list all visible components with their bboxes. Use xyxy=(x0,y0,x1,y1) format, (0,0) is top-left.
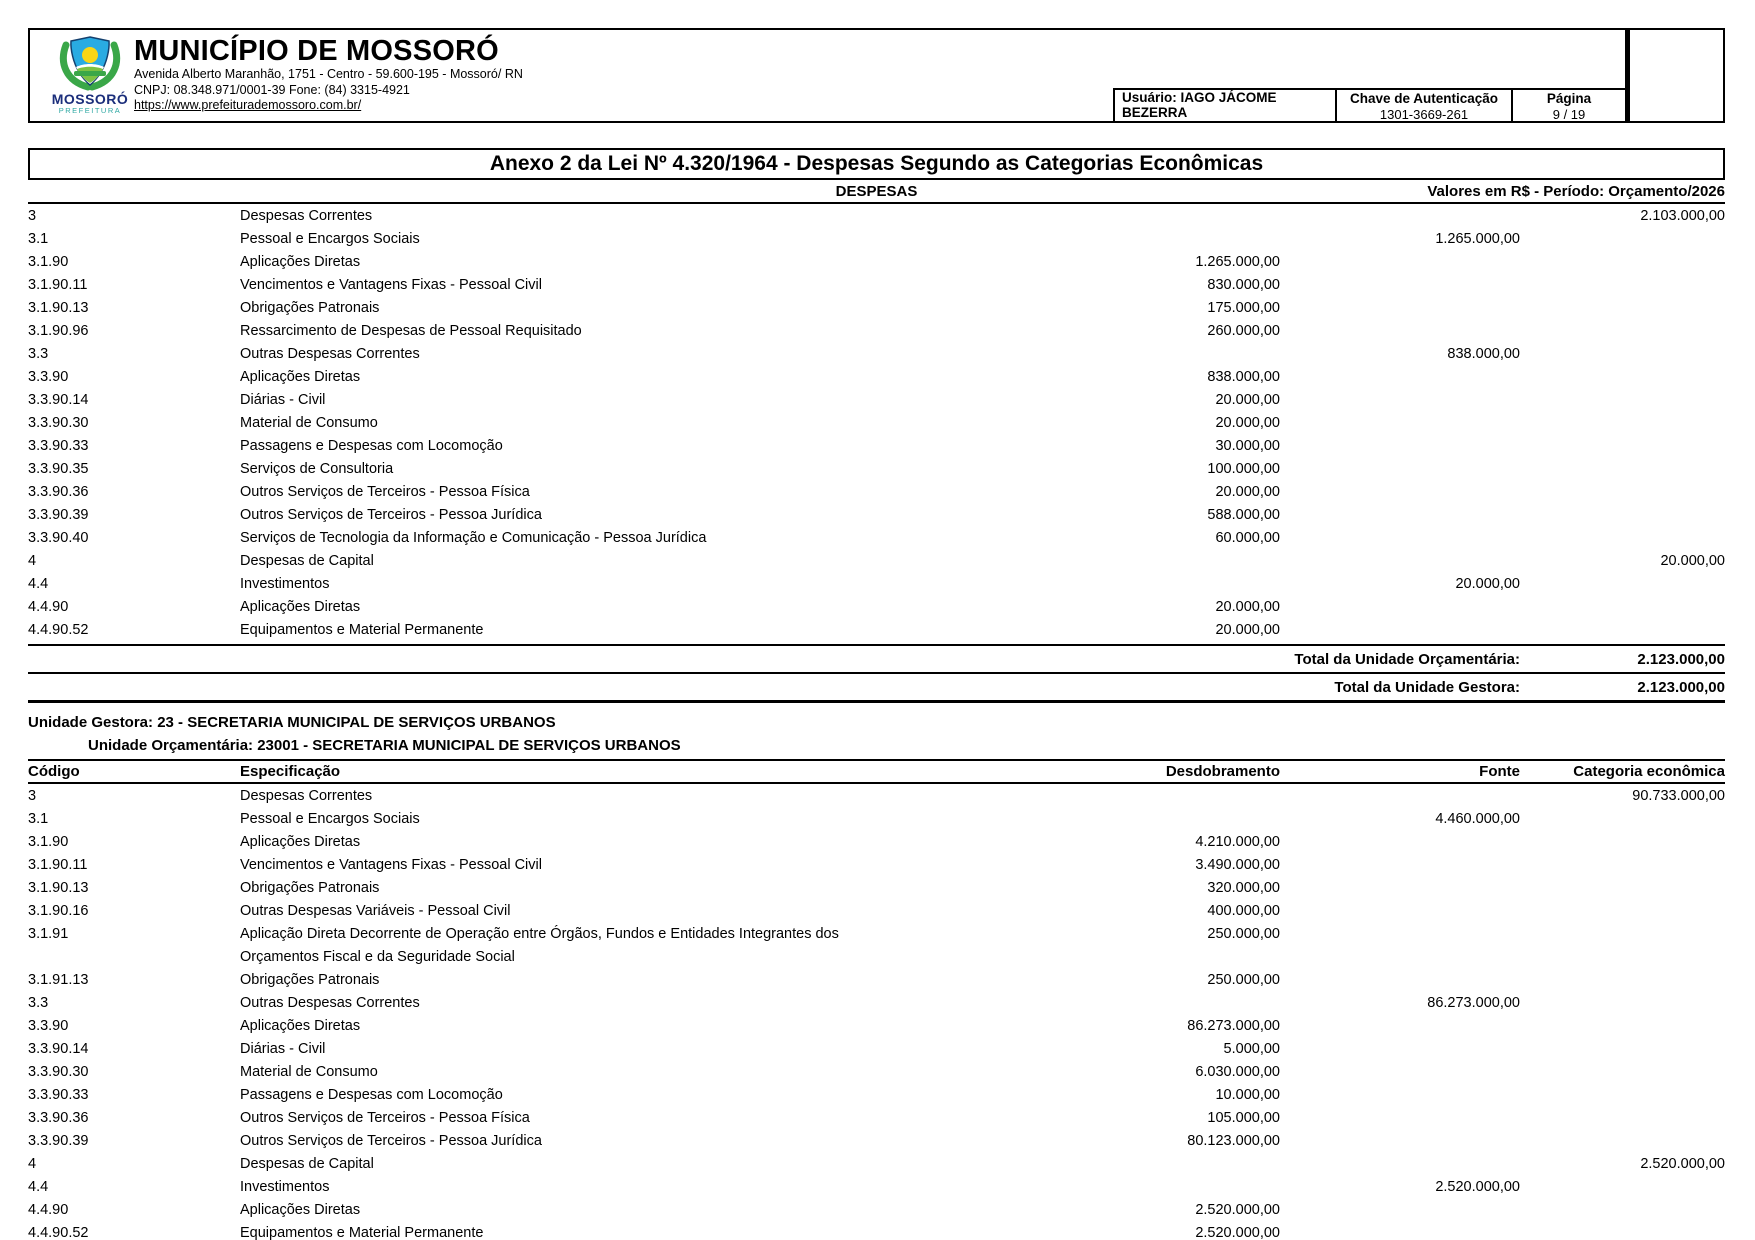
row-fonte: 4.460.000,00 xyxy=(1435,811,1520,827)
table-row xyxy=(28,251,1725,274)
auth-key-value: 1301-3669-261 xyxy=(1379,106,1469,122)
col-header-codigo: Código xyxy=(28,763,80,780)
row-desdobramento: 20.000,00 xyxy=(1215,415,1280,431)
row-code: 3.1.90.11 xyxy=(28,277,88,293)
cnpj-phone-line: CNPJ: 08.348.971/0001-39 Fone: (84) 3315-4921 xyxy=(134,82,410,97)
row-fonte xyxy=(1280,504,1520,527)
row-code: 4.4.90.52 xyxy=(28,1225,89,1240)
unidade-gestora-heading: Unidade Gestora: 23 - SECRETARIA MUNICIPAL DE SERVIÇOS URBANOS xyxy=(28,714,556,731)
row-fonte xyxy=(1280,527,1520,550)
row-desdobramento: 400.000,00 xyxy=(1207,903,1280,919)
table-row xyxy=(28,435,1725,458)
row-fonte xyxy=(1280,923,1520,969)
row-fonte xyxy=(1280,274,1520,297)
row-code: 4.4 xyxy=(28,576,49,592)
municipality-name: MUNICÍPIO DE MOSSORÓ xyxy=(134,35,499,67)
row-especificacao: Diárias - Civil xyxy=(240,392,326,408)
row-desdobramento xyxy=(915,573,1280,596)
table-row xyxy=(28,573,1725,596)
row-categoria xyxy=(1520,458,1725,481)
table-row xyxy=(28,831,1725,854)
row-categoria xyxy=(1520,527,1725,550)
row-code: 3.3.90 xyxy=(28,369,69,385)
table-row xyxy=(28,808,1725,831)
row-code: 3.1.90.11 xyxy=(28,857,88,873)
row-especificacao: Equipamentos e Material Permanente xyxy=(240,622,484,638)
table-row xyxy=(28,1107,1725,1130)
row-especificacao: Despesas de Capital xyxy=(240,553,374,569)
row-especificacao: Outros Serviços de Terceiros - Pessoa Física xyxy=(240,1110,530,1126)
row-categoria xyxy=(1520,596,1725,619)
row-desdobramento: 10.000,00 xyxy=(1215,1087,1280,1103)
row-categoria xyxy=(1520,481,1725,504)
row-categoria xyxy=(1520,1038,1725,1061)
row-categoria xyxy=(1520,992,1725,1015)
table-row xyxy=(28,274,1725,297)
row-especificacao: Aplicações Diretas xyxy=(240,1202,361,1218)
row-fonte xyxy=(1280,1107,1520,1130)
row-fonte xyxy=(1280,854,1520,877)
row-especificacao: Aplicações Diretas xyxy=(240,834,361,850)
row-categoria xyxy=(1520,923,1725,969)
row-desdobramento: 588.000,00 xyxy=(1207,507,1280,523)
table-row xyxy=(28,550,1725,573)
row-code: 3.1.90 xyxy=(28,254,69,270)
row-desdobramento xyxy=(915,550,1280,573)
row-categoria xyxy=(1520,343,1725,366)
row-code: 4.4.90 xyxy=(28,599,69,615)
despesas-table-2 xyxy=(28,785,1725,1240)
row-code: 4.4.90.52 xyxy=(28,622,89,638)
row-categoria xyxy=(1520,1015,1725,1038)
row-desdobramento: 20.000,00 xyxy=(1215,484,1280,500)
row-especificacao: Obrigações Patronais xyxy=(240,972,380,988)
row-desdobramento: 80.123.000,00 xyxy=(1187,1133,1280,1149)
row-desdobramento: 20.000,00 xyxy=(1215,622,1280,638)
row-desdobramento: 86.273.000,00 xyxy=(1187,1018,1280,1034)
header-meta-cells xyxy=(1113,88,1627,123)
page-label: Página xyxy=(1546,90,1592,106)
row-desdobramento: 2.520.000,00 xyxy=(1195,1202,1280,1218)
row-desdobramento: 30.000,00 xyxy=(1215,438,1280,454)
total-label: Total da Unidade Gestora: xyxy=(1334,678,1520,696)
row-code: 3.3.90.30 xyxy=(28,415,89,431)
row-categoria xyxy=(1520,366,1725,389)
despesas-label: DESPESAS xyxy=(835,183,918,200)
row-fonte xyxy=(1280,320,1520,343)
row-fonte xyxy=(1280,1199,1520,1222)
row-code: 3.1.90.96 xyxy=(28,323,89,339)
report-title-box xyxy=(28,148,1725,180)
row-categoria: 90.733.000,00 xyxy=(1632,788,1725,804)
row-code: 4 xyxy=(28,553,37,569)
table-row xyxy=(28,412,1725,435)
row-categoria: 2.103.000,00 xyxy=(1640,208,1725,224)
row-fonte xyxy=(1280,1222,1520,1240)
row-categoria xyxy=(1520,619,1725,642)
row-especificacao: Vencimentos e Vantagens Fixas - Pessoal Civil xyxy=(240,277,542,293)
row-fonte xyxy=(1280,481,1520,504)
header-empty-box xyxy=(1627,28,1725,123)
row-code: 3.1 xyxy=(28,811,49,827)
row-categoria xyxy=(1520,969,1725,992)
row-fonte xyxy=(1280,596,1520,619)
row-fonte xyxy=(1280,785,1520,808)
row-code: 3.3.90.39 xyxy=(28,507,89,523)
row-categoria xyxy=(1520,228,1725,251)
row-especificacao: Investimentos xyxy=(240,576,330,592)
row-code: 3.1.91 xyxy=(28,926,69,942)
row-especificacao: Outras Despesas Variáveis - Pessoal Civil xyxy=(240,903,511,919)
row-fonte xyxy=(1280,1015,1520,1038)
row-especificacao: Despesas Correntes xyxy=(240,208,373,224)
row-fonte xyxy=(1280,877,1520,900)
row-categoria xyxy=(1520,900,1725,923)
row-especificacao: Material de Consumo xyxy=(240,415,378,431)
row-categoria xyxy=(1520,320,1725,343)
row-fonte xyxy=(1280,205,1520,228)
row-especificacao: Equipamentos e Material Permanente xyxy=(240,1225,484,1240)
row-desdobramento: 830.000,00 xyxy=(1207,277,1280,293)
row-code: 3.3 xyxy=(28,995,49,1011)
row-desdobramento: 2.520.000,00 xyxy=(1195,1225,1280,1240)
row-categoria: 2.520.000,00 xyxy=(1640,1156,1725,1172)
table-column-headers xyxy=(28,759,1725,784)
row-categoria xyxy=(1520,389,1725,412)
row-desdobramento xyxy=(915,228,1280,251)
row-categoria: 20.000,00 xyxy=(1660,553,1725,569)
row-code: 3.3.90.36 xyxy=(28,1110,89,1126)
row-code: 4.4.90 xyxy=(28,1202,69,1218)
table-row xyxy=(28,900,1725,923)
row-especificacao: Serviços de Consultoria xyxy=(240,461,394,477)
row-code: 3.3 xyxy=(28,346,49,362)
row-especificacao: Outras Despesas Correntes xyxy=(240,995,420,1011)
table-row xyxy=(28,1015,1725,1038)
table-row xyxy=(28,969,1725,992)
col-header-desdobramento: Desdobramento xyxy=(1165,763,1280,780)
row-fonte xyxy=(1280,435,1520,458)
table-row xyxy=(28,205,1725,228)
total-value: 2.123.000,00 xyxy=(1637,650,1725,668)
total-value: 2.123.000,00 xyxy=(1637,678,1725,696)
address-line: Avenida Alberto Maranhão, 1751 - Centro - 59.600-195 - Mossoró/ RN xyxy=(134,67,523,81)
table-row xyxy=(28,297,1725,320)
table-row xyxy=(28,854,1725,877)
despesas-table-1 xyxy=(28,205,1725,642)
row-especificacao: Aplicação Direta Decorrente de Operação entre Órgãos, Fundos e Entidades Integrantes dos Orçamentos Fiscal e da Seguridade Social xyxy=(240,926,839,965)
row-code: 3.1.90.13 xyxy=(28,880,89,896)
table-row xyxy=(28,877,1725,900)
row-desdobramento xyxy=(915,1176,1280,1199)
table-row xyxy=(28,1176,1725,1199)
row-categoria xyxy=(1520,504,1725,527)
row-code: 3.1.90.16 xyxy=(28,903,89,919)
row-especificacao: Aplicações Diretas xyxy=(240,1018,361,1034)
website-link[interactable]: https://www.prefeiturademossoro.com.br/ xyxy=(134,98,362,112)
table-row xyxy=(28,458,1725,481)
crest-icon xyxy=(54,35,126,91)
header-main-box xyxy=(28,28,1627,123)
row-desdobramento: 20.000,00 xyxy=(1215,599,1280,615)
row-especificacao: Passagens e Despesas com Locomoção xyxy=(240,438,503,454)
total-label: Total da Unidade Orçamentária: xyxy=(1294,650,1520,668)
row-desdobramento: 250.000,00 xyxy=(1207,926,1280,942)
row-code: 3 xyxy=(28,788,37,804)
logo-city-text: MOSSORÓ xyxy=(51,91,129,107)
row-desdobramento: 5.000,00 xyxy=(1223,1041,1280,1057)
row-especificacao: Passagens e Despesas com Locomoção xyxy=(240,1087,503,1103)
total-row xyxy=(28,672,1725,700)
row-desdobramento: 6.030.000,00 xyxy=(1195,1064,1280,1080)
row-especificacao: Investimentos xyxy=(240,1179,330,1195)
page-header xyxy=(28,28,1725,123)
table-row xyxy=(28,785,1725,808)
row-fonte xyxy=(1280,251,1520,274)
row-fonte: 1.265.000,00 xyxy=(1435,231,1520,247)
row-fonte xyxy=(1280,900,1520,923)
row-fonte xyxy=(1280,412,1520,435)
table-row xyxy=(28,527,1725,550)
row-especificacao: Ressarcimento de Despesas de Pessoal Requisitado xyxy=(240,323,582,339)
row-especificacao: Despesas Correntes xyxy=(240,788,373,804)
row-desdobramento xyxy=(915,808,1280,831)
table-row xyxy=(28,1130,1725,1153)
row-code: 3.3.90.14 xyxy=(28,1041,89,1057)
row-desdobramento: 260.000,00 xyxy=(1207,323,1280,339)
row-desdobramento: 1.265.000,00 xyxy=(1195,254,1280,270)
row-fonte xyxy=(1280,389,1520,412)
row-code: 4.4 xyxy=(28,1179,49,1195)
row-fonte: 838.000,00 xyxy=(1447,346,1520,362)
row-categoria xyxy=(1520,573,1725,596)
table-row xyxy=(28,504,1725,527)
col-header-fonte: Fonte xyxy=(1479,763,1520,780)
row-fonte xyxy=(1280,458,1520,481)
col-header-categoria: Categoria econômica xyxy=(1573,763,1725,780)
row-fonte xyxy=(1280,619,1520,642)
row-fonte xyxy=(1280,1084,1520,1107)
row-code: 3.3.90 xyxy=(28,1018,69,1034)
auth-key-cell xyxy=(1335,88,1511,123)
col-header-especificacao: Especificação xyxy=(240,763,341,780)
row-desdobramento: 320.000,00 xyxy=(1207,880,1280,896)
row-fonte xyxy=(1280,1061,1520,1084)
row-categoria xyxy=(1520,412,1725,435)
row-fonte xyxy=(1280,550,1520,573)
row-desdobramento: 250.000,00 xyxy=(1207,972,1280,988)
table-row xyxy=(28,389,1725,412)
row-categoria xyxy=(1520,435,1725,458)
row-code: 3.3.90.36 xyxy=(28,484,89,500)
row-categoria xyxy=(1520,854,1725,877)
row-code: 3 xyxy=(28,208,37,224)
table-row xyxy=(28,1038,1725,1061)
row-categoria xyxy=(1520,274,1725,297)
row-especificacao: Outros Serviços de Terceiros - Pessoa Física xyxy=(240,484,530,500)
report-title: Anexo 2 da Lei Nº 4.320/1964 - Despesas Segundo as Categorias Econômicas xyxy=(489,152,1264,175)
user-cell: Usuário: IAGO JÁCOME BEZERRA xyxy=(1113,88,1335,123)
row-especificacao: Diárias - Civil xyxy=(240,1041,326,1057)
row-especificacao: Outras Despesas Correntes xyxy=(240,346,420,362)
row-fonte xyxy=(1280,969,1520,992)
row-desdobramento xyxy=(915,205,1280,228)
row-categoria xyxy=(1520,1084,1725,1107)
row-fonte: 86.273.000,00 xyxy=(1427,995,1520,1011)
table-row xyxy=(28,481,1725,504)
table-row xyxy=(28,992,1725,1015)
row-especificacao: Aplicações Diretas xyxy=(240,254,361,270)
table-row xyxy=(28,228,1725,251)
unidade-orcamentaria-heading: Unidade Orçamentária: 23001 - SECRETARIA MUNICIPAL DE SERVIÇOS URBANOS xyxy=(88,737,681,754)
row-fonte xyxy=(1280,1130,1520,1153)
auth-key-label: Chave de Autenticação xyxy=(1349,90,1499,106)
row-desdobramento: 838.000,00 xyxy=(1207,369,1280,385)
table-row xyxy=(28,343,1725,366)
row-especificacao: Obrigações Patronais xyxy=(240,880,380,896)
row-categoria xyxy=(1520,297,1725,320)
row-desdobramento xyxy=(915,785,1280,808)
row-categoria xyxy=(1520,1199,1725,1222)
row-especificacao: Pessoal e Encargos Sociais xyxy=(240,811,420,827)
row-desdobramento xyxy=(915,992,1280,1015)
table-row xyxy=(28,366,1725,389)
table-row xyxy=(28,1061,1725,1084)
table-row xyxy=(28,596,1725,619)
row-fonte: 20.000,00 xyxy=(1455,576,1520,592)
row-code: 3.3.90.33 xyxy=(28,438,89,454)
total-row xyxy=(28,644,1725,672)
row-code: 3.3.90.35 xyxy=(28,461,89,477)
row-especificacao: Outros Serviços de Terceiros - Pessoa Jurídica xyxy=(240,507,542,523)
mossoro-crest-logo xyxy=(52,35,128,115)
table-row xyxy=(28,1084,1725,1107)
row-code: 3.3.90.14 xyxy=(28,392,89,408)
row-code: 3.3.90.39 xyxy=(28,1133,89,1149)
table-row xyxy=(28,1199,1725,1222)
row-categoria xyxy=(1520,1107,1725,1130)
row-code: 4 xyxy=(28,1156,37,1172)
row-code: 3.1 xyxy=(28,231,49,247)
page-value: 9 / 19 xyxy=(1552,106,1586,122)
row-categoria xyxy=(1520,877,1725,900)
row-code: 3.3.90.33 xyxy=(28,1087,89,1103)
valores-periodo-label: Valores em R$ - Período: Orçamento/2026 xyxy=(1427,183,1725,200)
row-especificacao: Serviços de Tecnologia da Informação e Comunicação - Pessoa Jurídica xyxy=(240,530,707,546)
row-categoria xyxy=(1520,1222,1725,1240)
row-categoria xyxy=(1520,1061,1725,1084)
row-desdobramento: 20.000,00 xyxy=(1215,392,1280,408)
row-especificacao: Vencimentos e Vantagens Fixas - Pessoal Civil xyxy=(240,857,542,873)
row-especificacao: Obrigações Patronais xyxy=(240,300,380,316)
despesas-header-bar xyxy=(28,180,1725,204)
row-fonte xyxy=(1280,366,1520,389)
row-desdobramento: 175.000,00 xyxy=(1207,300,1280,316)
totals-block xyxy=(28,644,1725,703)
row-desdobramento: 60.000,00 xyxy=(1215,530,1280,546)
table-row xyxy=(28,1153,1725,1176)
row-desdobramento: 4.210.000,00 xyxy=(1195,834,1280,850)
row-code: 3.1.90 xyxy=(28,834,69,850)
row-fonte xyxy=(1280,831,1520,854)
table-row xyxy=(28,619,1725,642)
row-fonte xyxy=(1280,297,1520,320)
row-desdobramento xyxy=(915,343,1280,366)
row-desdobramento: 105.000,00 xyxy=(1207,1110,1280,1126)
page-number-cell xyxy=(1511,88,1627,123)
row-especificacao: Despesas de Capital xyxy=(240,1156,374,1172)
row-categoria xyxy=(1520,1130,1725,1153)
row-code: 3.3.90.30 xyxy=(28,1064,89,1080)
row-especificacao: Pessoal e Encargos Sociais xyxy=(240,231,420,247)
row-especificacao: Material de Consumo xyxy=(240,1064,378,1080)
row-fonte: 2.520.000,00 xyxy=(1435,1179,1520,1195)
sun-shape xyxy=(82,47,98,63)
row-especificacao: Aplicações Diretas xyxy=(240,369,361,385)
row-categoria xyxy=(1520,831,1725,854)
row-desdobramento: 3.490.000,00 xyxy=(1195,857,1280,873)
row-categoria xyxy=(1520,808,1725,831)
row-desdobramento xyxy=(915,1153,1280,1176)
row-categoria xyxy=(1520,1176,1725,1199)
table-row xyxy=(28,1222,1725,1240)
row-code: 3.1.90.13 xyxy=(28,300,89,316)
row-categoria xyxy=(1520,251,1725,274)
row-fonte xyxy=(1280,1153,1520,1176)
row-code: 3.3.90.40 xyxy=(28,530,89,546)
row-code: 3.1.91.13 xyxy=(28,972,89,988)
row-especificacao: Aplicações Diretas xyxy=(240,599,361,615)
row-especificacao: Outros Serviços de Terceiros - Pessoa Jurídica xyxy=(240,1133,542,1149)
table-row xyxy=(28,923,1725,969)
row-fonte xyxy=(1280,1038,1520,1061)
logo-org-text: PREFEITURA xyxy=(58,106,122,115)
row-desdobramento: 100.000,00 xyxy=(1207,461,1280,477)
table-row xyxy=(28,320,1725,343)
